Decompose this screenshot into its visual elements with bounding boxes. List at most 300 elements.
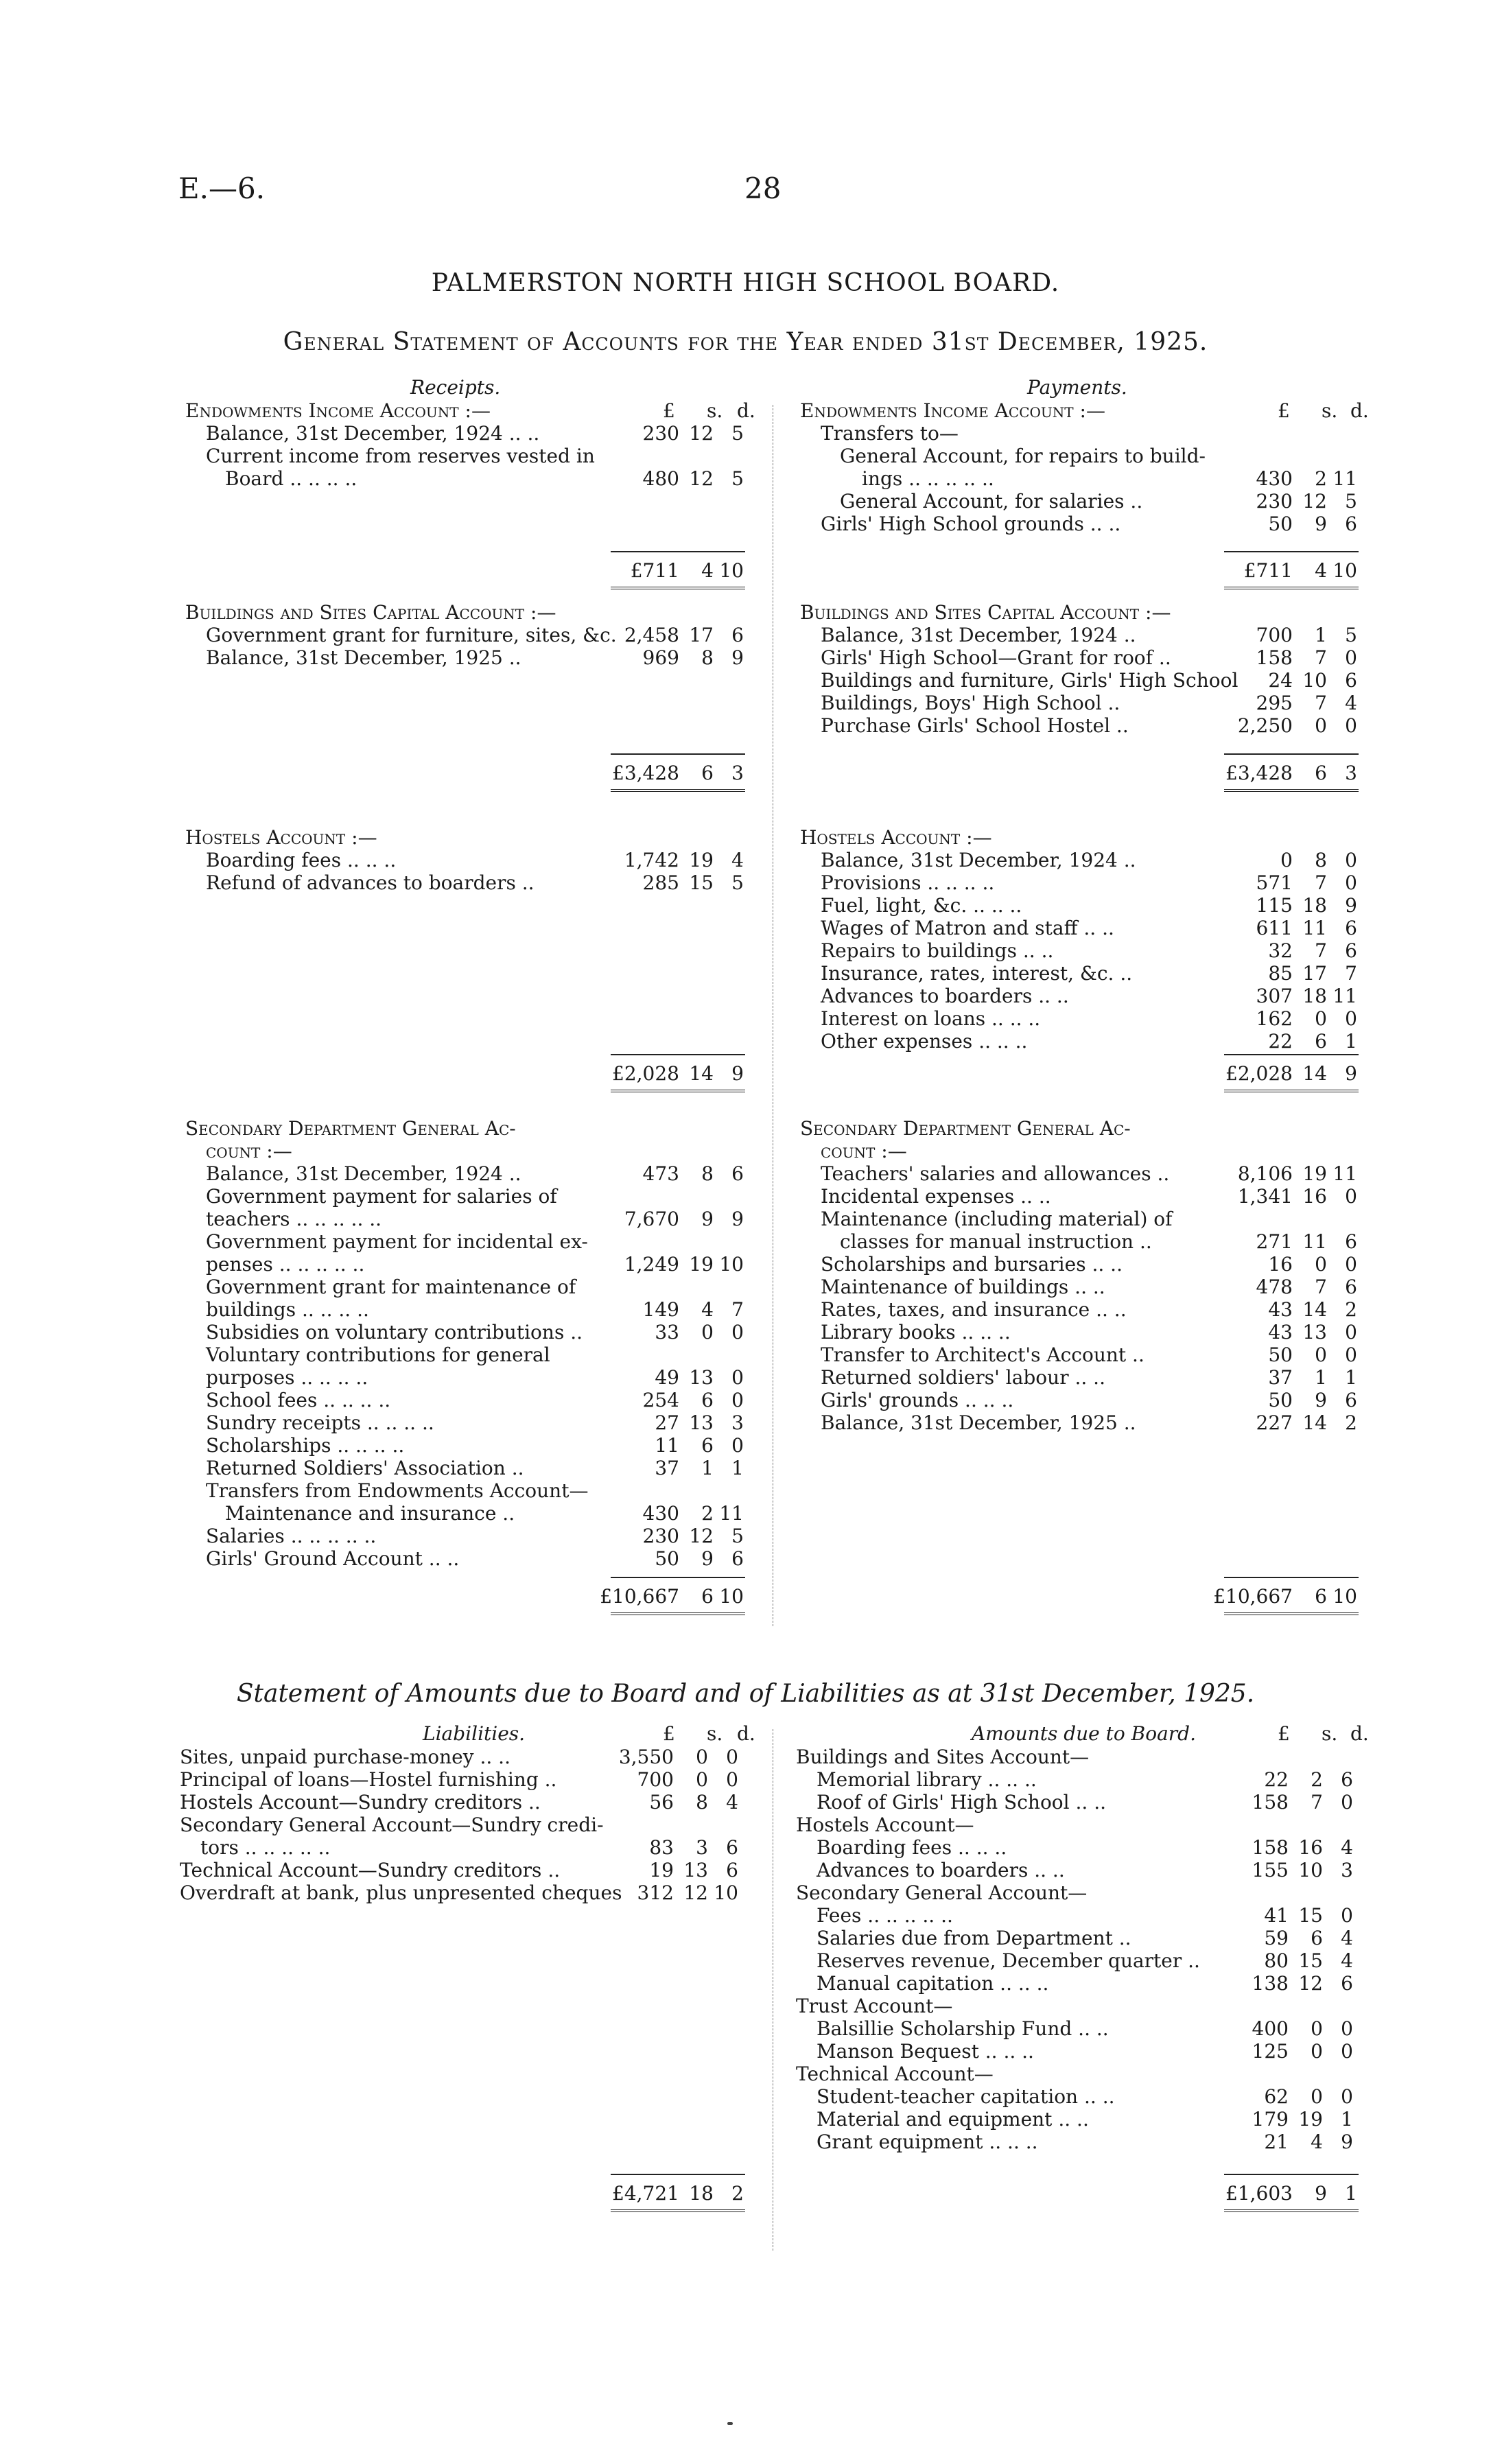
row-pounds: 50: [655, 1547, 679, 1570]
row-pounds: 230: [642, 422, 679, 445]
total-pounds: £3,428: [1225, 762, 1293, 784]
row-label: Salaries .. .. .. .. ..: [206, 1525, 377, 1547]
total-pence: 3: [1345, 762, 1357, 784]
row-label: Returned Soldiers' Association ..: [206, 1457, 524, 1479]
page-number: 28: [744, 172, 782, 205]
row-label: Girls' High School—Grant for roof ..: [821, 646, 1171, 669]
row-pence: 6: [726, 1859, 738, 1881]
row-pounds: 50: [1268, 513, 1293, 535]
row-pounds: 125: [1252, 2040, 1289, 2063]
row-shillings: 8: [701, 646, 714, 669]
row-label: Incidental expenses .. ..: [821, 1185, 1051, 1208]
row-pounds: 149: [642, 1298, 679, 1321]
total-pence: 10: [1332, 1585, 1357, 1608]
ledger-row: [796, 1972, 1413, 1995]
receipts-section-title: Buildings and Sites Capital Account :—: [185, 601, 556, 624]
total-shillings: 6: [701, 762, 714, 784]
total-rule-bottom: [611, 587, 745, 592]
row-label: Government grant for maintenance of: [206, 1276, 576, 1298]
row-pence: 11: [1332, 985, 1357, 1007]
row-shillings: 7: [1315, 871, 1327, 894]
total-pence: 10: [719, 559, 744, 582]
row-pounds: 227: [1256, 1411, 1293, 1434]
ledger-row: [796, 2063, 1413, 2085]
ledger-row: [185, 1344, 803, 1366]
row-pence: 6: [1345, 1230, 1357, 1253]
total-pounds: £2,028: [612, 1062, 679, 1085]
payments-column-hostels: [800, 826, 1418, 1053]
row-pence: 0: [731, 1389, 744, 1411]
row-label: Returned soldiers' labour .. ..: [821, 1366, 1105, 1389]
row-pence: 1: [1341, 2108, 1353, 2131]
row-pence: 0: [1341, 1904, 1353, 1927]
row-pounds: 49: [655, 1366, 679, 1389]
row-pounds: 158: [1252, 1836, 1289, 1859]
row-label: Provisions .. .. .. ..: [821, 871, 995, 894]
row-pence: 0: [1345, 714, 1357, 737]
row-pounds: 50: [1268, 1344, 1293, 1366]
row-shillings: 14: [1302, 1411, 1327, 1434]
ledger-row: [800, 669, 1418, 692]
row-pounds: 138: [1252, 1972, 1289, 1995]
row-label: Reserves revenue, December quarter ..: [817, 1949, 1200, 1972]
row-shillings: 19: [1298, 2108, 1323, 2131]
row-label: Purchase Girls' School Hostel ..: [821, 714, 1129, 737]
row-label: Buildings, Boys' High School ..: [821, 692, 1120, 714]
row-label: penses .. .. .. .. ..: [206, 1253, 365, 1276]
total-shillings: 9: [1315, 2182, 1327, 2205]
ledger-row: [800, 849, 1418, 871]
ledger-row: [185, 1162, 803, 1185]
row-shillings: 17: [689, 624, 714, 646]
row-shillings: 13: [689, 1366, 714, 1389]
total-pounds: £4,721: [612, 2182, 679, 2205]
shillings-head: s.: [707, 399, 723, 422]
row-pence: 3: [731, 1411, 744, 1434]
row-label: Government payment for salaries of: [206, 1185, 557, 1208]
row-shillings: 2: [1315, 467, 1327, 490]
payments-section-endowments: [800, 422, 1418, 535]
row-pounds: 11: [655, 1434, 679, 1457]
row-shillings: 2: [1311, 1768, 1323, 1791]
print-mark: [727, 2422, 733, 2425]
row-shillings: 9: [701, 1208, 714, 1230]
ledger-row: [185, 1434, 803, 1457]
pence-head: d.: [737, 399, 755, 422]
row-shillings: 15: [1298, 1904, 1323, 1927]
row-shillings: 6: [701, 1389, 714, 1411]
row-label: Balance, 31st December, 1924 ..: [821, 624, 1136, 646]
row-label: Girls' grounds .. .. ..: [821, 1389, 1014, 1411]
row-label: General Account, for repairs to build-: [840, 445, 1206, 467]
ledger-row: [185, 646, 803, 669]
ledger-row: [796, 1859, 1413, 1881]
row-label: Government payment for incidental ex-: [206, 1230, 588, 1253]
row-pounds: 230: [642, 1525, 679, 1547]
total-rule-bottom: [1224, 1612, 1359, 1618]
row-pence: 10: [714, 1881, 738, 1904]
row-label: Current income from reserves vested in: [206, 445, 595, 467]
row-shillings: 0: [696, 1746, 708, 1768]
row-pence: 4: [726, 1791, 738, 1814]
row-shillings: 8: [1315, 849, 1327, 871]
row-pounds: 162: [1256, 1007, 1293, 1030]
ledger-row: [185, 1525, 803, 1547]
total-rule-bottom: [1224, 2209, 1359, 2215]
row-pence: 5: [1345, 490, 1357, 513]
ledger-row: [796, 1791, 1413, 1814]
row-label: Transfers to—: [821, 422, 959, 445]
row-shillings: 19: [689, 1253, 714, 1276]
row-pence: 2: [1345, 1411, 1357, 1434]
row-pence: 6: [1341, 1972, 1353, 1995]
payments-column-buildings: [800, 601, 1418, 737]
row-label: classes for manual instruction ..: [840, 1230, 1152, 1253]
row-pounds: 27: [655, 1411, 679, 1434]
ledger-row: [800, 871, 1418, 894]
total-pounds: £1,603: [1225, 2182, 1293, 2205]
ledger-row: [185, 1253, 803, 1276]
total-rule-top: [611, 1054, 745, 1055]
row-pounds: 62: [1264, 2085, 1289, 2108]
row-pence: 0: [726, 1746, 738, 1768]
pence-head: d.: [1350, 399, 1369, 422]
shillings-head: s.: [707, 1722, 723, 1745]
row-shillings: 7: [1315, 939, 1327, 962]
payments-section-title-cont: count :—: [821, 1140, 907, 1162]
ledger-row: [180, 1791, 797, 1814]
total-rule-top: [611, 1577, 745, 1578]
row-label: Balance, 31st December, 1925 ..: [821, 1411, 1136, 1434]
ledger-row: [180, 1768, 797, 1791]
receipts-heading: Receipts.: [410, 376, 501, 399]
row-shillings: 4: [1311, 2131, 1323, 2153]
row-shillings: 15: [1298, 1949, 1323, 1972]
ledger-row: [796, 2108, 1413, 2131]
row-pence: 6: [1345, 513, 1357, 535]
row-label: Trust Account—: [796, 1995, 953, 2017]
row-label: Teachers' salaries and allowances ..: [821, 1162, 1170, 1185]
row-shillings: 10: [1302, 669, 1327, 692]
row-pounds: 295: [1256, 692, 1293, 714]
row-pounds: 115: [1256, 894, 1293, 917]
ledger-row: [800, 1030, 1418, 1053]
row-shillings: 12: [689, 422, 714, 445]
row-shillings: 0: [696, 1768, 708, 1791]
total-rule-bottom: [1224, 789, 1359, 795]
ledger-row: [185, 1547, 803, 1570]
row-label: Roof of Girls' High School .. ..: [817, 1791, 1107, 1814]
row-shillings: 15: [689, 871, 714, 894]
pounds-head: £: [663, 399, 675, 422]
row-shillings: 0: [1311, 2085, 1323, 2108]
total-rule-bottom: [611, 1090, 745, 1095]
liabilities-list: [180, 1746, 797, 1904]
row-pence: 0: [1345, 1321, 1357, 1344]
ledger-row: [796, 1768, 1413, 1791]
ledger-row: [800, 1321, 1418, 1344]
ledger-row: [800, 1366, 1418, 1389]
total-pounds: £711: [1243, 559, 1293, 582]
row-label: Maintenance of buildings .. ..: [821, 1276, 1105, 1298]
row-pence: 4: [1341, 1927, 1353, 1949]
row-pounds: 80: [1264, 1949, 1289, 1972]
row-pounds: 473: [642, 1162, 679, 1185]
row-label: Refund of advances to boarders ..: [206, 871, 535, 894]
row-pence: 6: [731, 1547, 744, 1570]
total-rule-bottom: [1224, 587, 1359, 592]
total-shillings: 14: [1302, 1062, 1327, 1085]
row-label: Balsillie Scholarship Fund .. ..: [817, 2017, 1109, 2040]
document-subtitle: General Statement of Accounts for the Year ended 31st December, 1925.: [283, 328, 1208, 356]
total-rule-bottom: [611, 1612, 745, 1618]
ledger-row: [800, 939, 1418, 962]
ledger-row: [800, 1298, 1418, 1321]
ledger-row: [185, 1230, 803, 1253]
row-pence: 0: [1345, 1007, 1357, 1030]
row-shillings: 11: [1302, 917, 1327, 939]
row-pounds: 307: [1256, 985, 1293, 1007]
row-label: Library books .. .. ..: [821, 1321, 1011, 1344]
row-label: ings .. .. .. .. ..: [862, 467, 994, 490]
ledger-row: [800, 1411, 1418, 1434]
row-shillings: 0: [1311, 2017, 1323, 2040]
ledger-row: [185, 1298, 803, 1321]
row-pounds: 1,249: [624, 1253, 679, 1276]
payments-section-title: Secondary Department General Ac-: [800, 1117, 1131, 1140]
total-rule-bottom: [611, 789, 745, 795]
row-pounds: 43: [1268, 1298, 1293, 1321]
row-shillings: 0: [1311, 2040, 1323, 2063]
row-shillings: 3: [696, 1836, 708, 1859]
row-pounds: 480: [642, 467, 679, 490]
row-pounds: 3,550: [618, 1746, 674, 1768]
amounts-due-heading: Amounts due to Board.: [972, 1722, 1196, 1745]
row-pence: 6: [1345, 939, 1357, 962]
row-label: Girls' Ground Account .. ..: [206, 1547, 460, 1570]
row-shillings: 6: [701, 1434, 714, 1457]
total-pounds: £3,428: [612, 762, 679, 784]
payments-heading: Payments.: [1027, 376, 1127, 399]
total-rule-top: [611, 753, 745, 755]
ledger-row: [185, 445, 803, 467]
ledger-row: [800, 917, 1418, 939]
row-shillings: 7: [1315, 1276, 1327, 1298]
row-pence: 0: [1345, 849, 1357, 871]
row-pounds: 33: [655, 1321, 679, 1344]
total-rule-top: [611, 551, 745, 552]
row-shillings: 16: [1298, 1836, 1323, 1859]
row-label: Scholarships .. .. .. ..: [206, 1434, 405, 1457]
row-pounds: 312: [637, 1881, 674, 1904]
ledger-row: [185, 1321, 803, 1344]
document-title: PALMERSTON NORTH HIGH SCHOOL BOARD.: [431, 269, 1060, 297]
row-pence: 6: [1341, 1768, 1353, 1791]
row-pounds: 16: [1268, 1253, 1293, 1276]
payments-section-title: Hostels Account :—: [800, 826, 992, 849]
row-pounds: 571: [1256, 871, 1293, 894]
row-shillings: 11: [1302, 1230, 1327, 1253]
row-pounds: 155: [1252, 1859, 1289, 1881]
row-pounds: 285: [642, 871, 679, 894]
row-shillings: 18: [1302, 985, 1327, 1007]
document-reference: E.—6.: [178, 172, 266, 205]
row-label: Sites, unpaid purchase-money .. ..: [180, 1746, 510, 1768]
row-shillings: 13: [1302, 1321, 1327, 1344]
ledger-row: [800, 1162, 1418, 1185]
row-label: Rates, taxes, and insurance .. ..: [821, 1298, 1127, 1321]
row-pounds: 2,250: [1237, 714, 1293, 737]
row-label: Voluntary contributions for general: [206, 1344, 550, 1366]
ledger-row: [800, 962, 1418, 985]
total-rule-top: [1224, 2174, 1359, 2175]
row-label: Transfers from Endowments Account—: [206, 1479, 589, 1502]
payments-section-title: Endowments Income Account :—: [800, 399, 1105, 422]
row-shillings: 16: [1302, 1185, 1327, 1208]
ledger-row: [796, 2085, 1413, 2108]
total-shillings: 6: [1315, 762, 1327, 784]
ledger-row: [800, 1253, 1418, 1276]
ledger-row: [185, 1479, 803, 1502]
row-shillings: 7: [1315, 692, 1327, 714]
row-pence: 0: [726, 1768, 738, 1791]
row-shillings: 14: [1302, 1298, 1327, 1321]
row-pence: 6: [1345, 917, 1357, 939]
payments-column: [800, 399, 1418, 535]
ledger-row: [800, 624, 1418, 646]
payments-section-hostels: [800, 849, 1418, 1053]
ledger-row: [185, 1185, 803, 1208]
receipts-section-hostels: [185, 849, 803, 894]
row-pounds: 254: [642, 1389, 679, 1411]
row-label: Hostels Account—Sundry creditors ..: [180, 1791, 541, 1814]
total-rule-top: [1224, 1577, 1359, 1578]
total-pence: 10: [1332, 559, 1357, 582]
pounds-head: £: [1278, 1722, 1290, 1745]
row-pence: 0: [1345, 646, 1357, 669]
row-label: Transfer to Architect's Account ..: [821, 1344, 1144, 1366]
row-pence: 6: [726, 1836, 738, 1859]
row-shillings: 12: [1298, 1972, 1323, 1995]
row-shillings: 12: [689, 1525, 714, 1547]
amounts-due-list: [796, 1746, 1413, 2153]
row-pence: 0: [1341, 2040, 1353, 2063]
row-pence: 0: [731, 1366, 744, 1389]
row-label: Material and equipment .. ..: [817, 2108, 1089, 2131]
row-shillings: 7: [1311, 1791, 1323, 1814]
ledger-row: [800, 1007, 1418, 1030]
row-pounds: 0: [1280, 849, 1293, 871]
total-pounds: £711: [630, 559, 679, 582]
row-shillings: 2: [701, 1502, 714, 1525]
ledger-row: [185, 1208, 803, 1230]
row-pence: 0: [1341, 1791, 1353, 1814]
ledger-row: [180, 1881, 797, 1904]
row-shillings: 1: [701, 1457, 714, 1479]
amounts-due-column: [796, 1746, 1413, 2153]
row-pounds: 7,670: [624, 1208, 679, 1230]
row-label: Overdraft at bank, plus unpresented cheques: [180, 1881, 622, 1904]
ledger-row: [796, 1814, 1413, 1836]
ledger-row: [796, 1927, 1413, 1949]
row-pence: 11: [719, 1502, 744, 1525]
ledger-row: [185, 467, 803, 490]
row-pence: 9: [731, 1208, 744, 1230]
receipts-section-title: Endowments Income Account :—: [185, 399, 491, 422]
row-label: Secondary General Account—: [796, 1881, 1088, 1904]
shillings-head: s.: [1322, 399, 1338, 422]
row-shillings: 1: [1315, 624, 1327, 646]
total-shillings: 18: [689, 2182, 714, 2205]
row-pence: 0: [1341, 2017, 1353, 2040]
row-shillings: 12: [689, 467, 714, 490]
ledger-row: [796, 2040, 1413, 2063]
row-pence: 9: [1341, 2131, 1353, 2153]
row-label: Secondary General Account—Sundry credi-: [180, 1814, 604, 1836]
row-pounds: 2,458: [624, 624, 679, 646]
row-pence: 7: [731, 1298, 744, 1321]
ledger-row: [800, 646, 1418, 669]
row-pence: 0: [1345, 1344, 1357, 1366]
row-shillings: 8: [696, 1791, 708, 1814]
ledger-row: [800, 1276, 1418, 1298]
row-pence: 9: [731, 646, 744, 669]
row-label: Subsidies on voluntary contributions ..: [206, 1321, 583, 1344]
ledger-row: [185, 1366, 803, 1389]
ledger-row: [796, 1746, 1413, 1768]
row-pounds: 611: [1256, 917, 1293, 939]
row-label: School fees .. .. .. ..: [206, 1389, 391, 1411]
ledger-row: [185, 1457, 803, 1479]
row-pence: 4: [1341, 1836, 1353, 1859]
pounds-head: £: [663, 1722, 675, 1745]
ledger-row: [185, 422, 803, 445]
total-pence: 2: [731, 2182, 744, 2205]
row-label: Other expenses .. .. ..: [821, 1030, 1028, 1053]
row-pounds: 430: [642, 1502, 679, 1525]
row-label: Government grant for furniture, sites, &c.: [206, 624, 617, 646]
total-pence: 9: [1345, 1062, 1357, 1085]
ledger-row: [185, 871, 803, 894]
row-pounds: 83: [649, 1836, 674, 1859]
total-pence: 10: [719, 1585, 744, 1608]
row-pence: 6: [1345, 1389, 1357, 1411]
shillings-head: s.: [1322, 1722, 1338, 1745]
ledger-row: [800, 692, 1418, 714]
row-pence: 6: [731, 624, 744, 646]
row-label: Advances to boarders .. ..: [817, 1859, 1065, 1881]
row-label: tors .. .. .. .. ..: [200, 1836, 331, 1859]
row-label: Memorial library .. .. ..: [817, 1768, 1037, 1791]
payments-section-secondary: [800, 1162, 1418, 1434]
payments-section-title: Buildings and Sites Capital Account :—: [800, 601, 1171, 624]
row-pounds: 41: [1264, 1904, 1289, 1927]
ledger-row: [800, 1185, 1418, 1208]
row-label: Maintenance and insurance ..: [225, 1502, 515, 1525]
liabilities-column: [180, 1746, 797, 1904]
row-pence: 0: [731, 1321, 744, 1344]
row-pounds: 56: [649, 1791, 674, 1814]
total-shillings: 4: [1315, 559, 1327, 582]
row-pence: 2: [1345, 1298, 1357, 1321]
row-label: teachers .. .. .. .. ..: [206, 1208, 382, 1230]
row-pounds: 37: [1268, 1366, 1293, 1389]
ledger-row: [185, 1276, 803, 1298]
pence-head: d.: [1350, 1722, 1369, 1745]
row-pounds: 430: [1256, 467, 1293, 490]
ledger-row: [800, 445, 1418, 467]
row-label: Salaries due from Department ..: [817, 1927, 1131, 1949]
